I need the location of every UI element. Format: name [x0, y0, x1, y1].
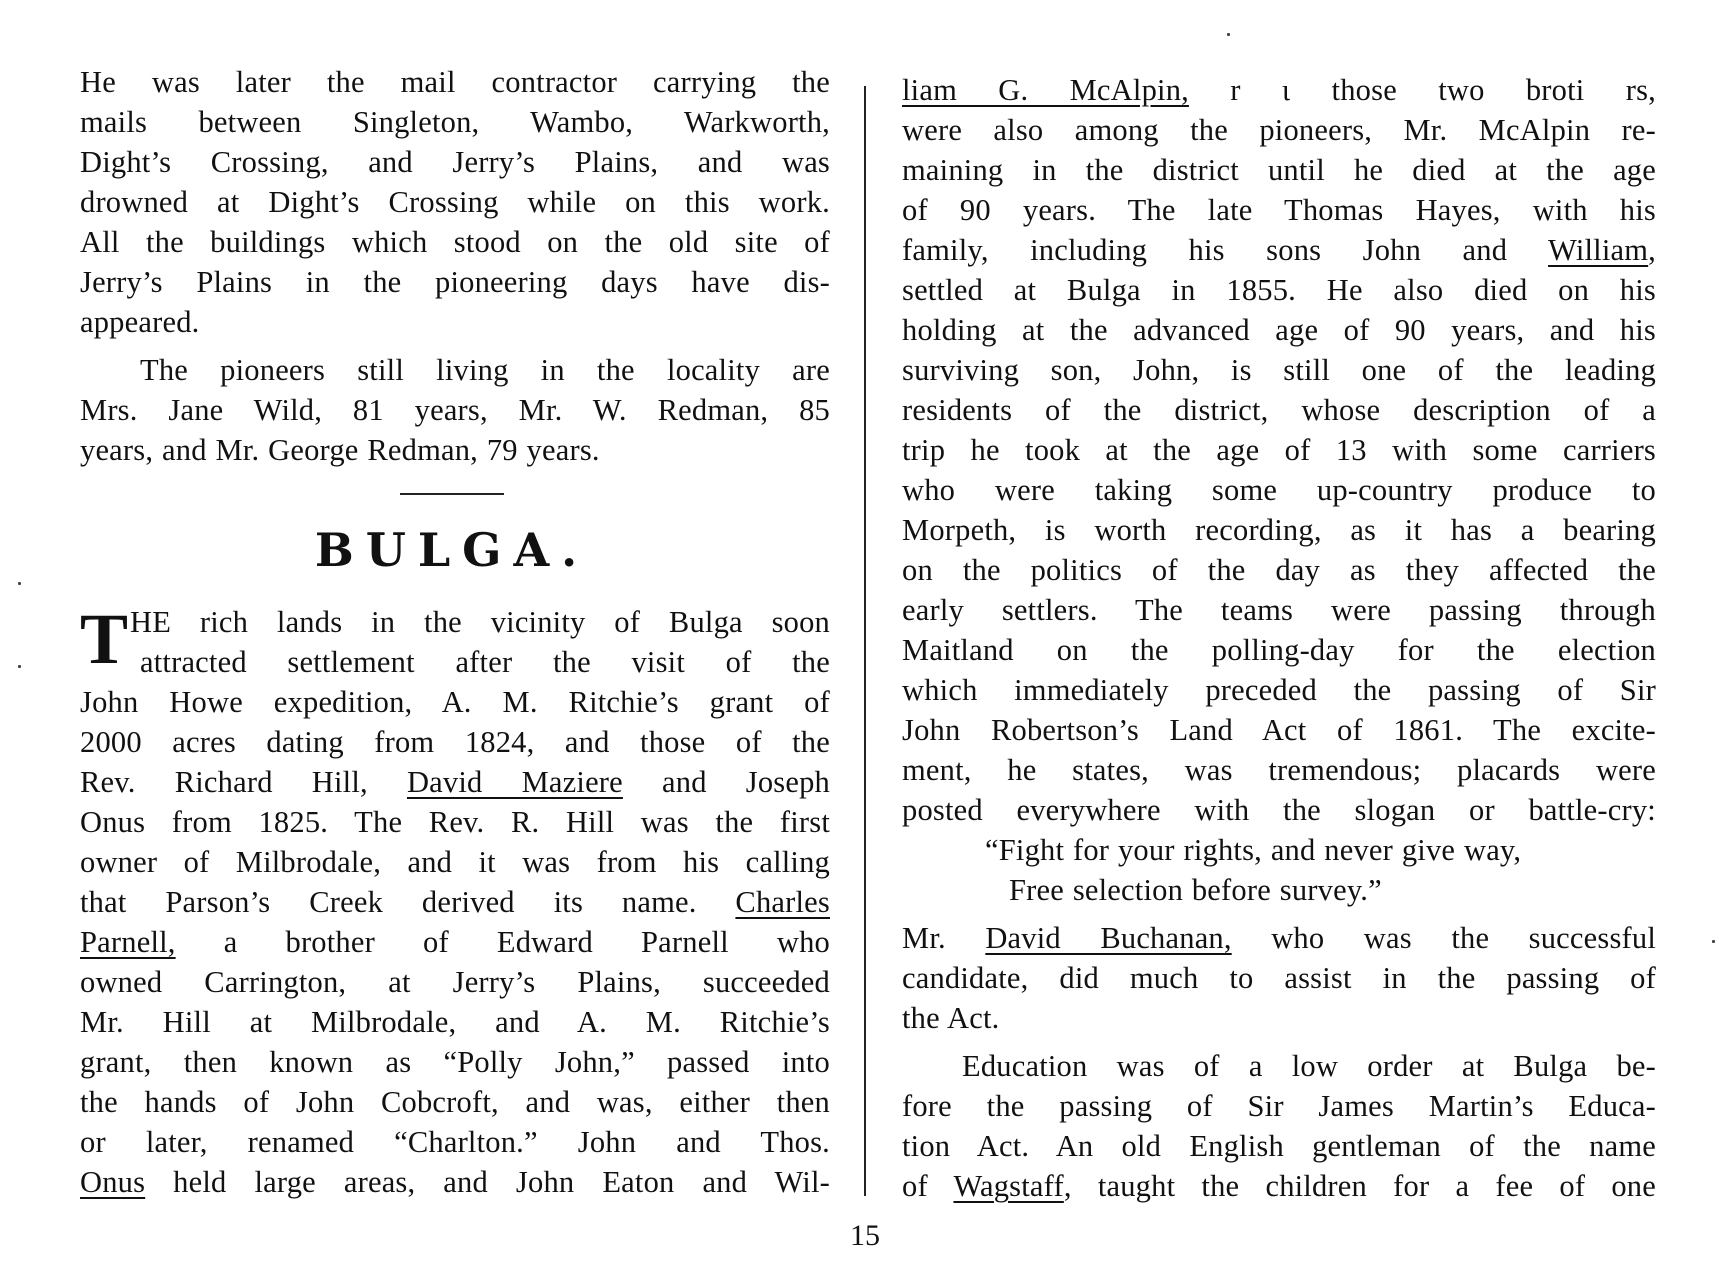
text-segment: and Joseph: [622, 765, 830, 799]
text-line: candidate, did much to assist in the passing of: [902, 961, 1656, 995]
text-line: the Act.: [902, 1001, 1000, 1035]
text-line: settled at Bulga in 1855. He also died on his: [902, 273, 1656, 307]
text-line: Education was of a low order at Bulga be-: [962, 1049, 1656, 1083]
text-segment: of: [902, 1169, 954, 1203]
text-line: John Howe expedition, A. M. Ritchie’s grant of: [80, 685, 830, 719]
text-segment: held large areas, and John Eaton and Wil-: [145, 1165, 830, 1199]
text-line: surviving son, John, is still one of the leading: [902, 353, 1656, 387]
text-line: Mr. Hill at Milbrodale, and A. M. Ritchie’s: [80, 1005, 830, 1039]
text-line: All the buildings which stood on the old site of: [80, 225, 830, 259]
text-line: which immediately preceded the passing of Sir: [902, 673, 1656, 707]
text-segment: family, including his sons John and: [902, 233, 1549, 267]
text-line-underlined: [80, 882, 830, 922]
text-segment: a brother of Edward Parnell who: [175, 925, 830, 959]
paragraph-gap: [902, 1038, 1656, 1046]
text-line: tion Act. An old English gentleman of the name: [902, 1129, 1656, 1163]
text-line: were also among the pioneers, Mr. McAlpin re-: [902, 113, 1656, 147]
text-line: residents of the district, whose description of a: [902, 393, 1656, 427]
text-line-underlined: [80, 922, 830, 962]
quote-line: “Fight for your rights, and never give way,: [985, 833, 1522, 867]
paragraph-pioneers-living: [80, 350, 830, 470]
text-line: Jerry’s Plains in the pioneering days have dis-: [80, 265, 830, 299]
left-column: [80, 62, 830, 470]
text-segment: ,: [1648, 233, 1656, 267]
underlined-name: David Maziere: [406, 765, 623, 799]
text-line: who were taking some up-country produce to: [902, 473, 1656, 507]
text-line: years, and Mr. George Redman, 79 years.: [80, 433, 600, 467]
text-line: He was later the mail contractor carrying the: [80, 65, 830, 99]
scan-speck: [1227, 33, 1230, 36]
text-line: attracted settlement after the visit of the: [140, 645, 830, 679]
underlined-name: Wagstaff: [953, 1169, 1064, 1203]
text-line: ment, he states, was tremendous; placards were: [902, 753, 1656, 787]
text-line: drowned at Dight’s Crossing while on this work.: [80, 185, 830, 219]
drop-cap: T: [80, 599, 129, 679]
text-line: trip he took at the age of 13 with some carriers: [902, 433, 1656, 467]
paragraph-gap: [902, 910, 1656, 918]
text-line: on the politics of the day as they affected the: [902, 553, 1656, 587]
text-line: Maitland on the polling-day for the election: [902, 633, 1656, 667]
text-line: Mrs. Jane Wild, 81 years, Mr. W. Redman, 85: [80, 393, 830, 427]
text-line: owned Carrington, at Jerry’s Plains, succeeded: [80, 965, 830, 999]
text-line-underlined: [80, 1162, 830, 1202]
text-line: maining in the district until he died at the age: [902, 153, 1656, 187]
text-line: fore the passing of Sir James Martin’s Educa-: [902, 1089, 1656, 1123]
paragraph-mail-contractor: [80, 62, 830, 342]
paragraph-buchanan: [902, 918, 1656, 1038]
text-line: posted everywhere with the slogan or battle-cry:: [902, 793, 1656, 827]
paragraph-education: [902, 1046, 1656, 1206]
scan-speck: [1712, 940, 1715, 943]
text-line: early settlers. The teams were passing through: [902, 593, 1656, 627]
column-divider: [864, 86, 866, 1196]
section-divider-rule: [400, 493, 504, 495]
text-line: of 90 years. The late Thomas Hayes, with his: [902, 193, 1656, 227]
underlined-name: Onus: [80, 1165, 146, 1199]
text-line: HE rich lands in the vicinity of Bulga soon: [130, 605, 830, 639]
text-segment: , taught the children for a fee of one: [1063, 1169, 1656, 1203]
text-line: the hands of John Cobcroft, and was, either then: [80, 1085, 830, 1119]
text-segment: Rev. Richard Hill,: [80, 765, 407, 799]
paragraph-pioneers-hayes: [902, 70, 1656, 830]
text-line: John Robertson’s Land Act of 1861. The excite-: [902, 713, 1656, 747]
underlined-name: liam G. McAlpin,: [902, 73, 1189, 107]
underlined-name: David Buchanan,: [985, 921, 1232, 955]
text-segment: who was the successful: [1231, 921, 1657, 955]
text-segment: that Parson’s Creek derived its name.: [80, 885, 736, 919]
slogan-quote: [902, 830, 1656, 910]
underlined-name: Parnell,: [80, 925, 176, 959]
text-line: owner of Milbrodale, and it was from his calling: [80, 845, 830, 879]
text-line-underlined: [902, 918, 1656, 958]
text-line: Onus from 1825. The Rev. R. Hill was the first: [80, 805, 830, 839]
text-segment: r ι those two broti rs,: [1188, 73, 1656, 107]
text-line: or later, renamed “Charlton.” John and Thos.: [80, 1125, 830, 1159]
underlined-name: Charles: [735, 885, 830, 919]
underlined-name: William: [1548, 233, 1649, 267]
text-line-underlined: [80, 762, 830, 802]
text-line: Morpeth, is worth recording, as it has a bearing: [902, 513, 1656, 547]
text-line-underlined: [902, 70, 1656, 110]
scan-speck: [18, 665, 21, 668]
paragraph-gap: [80, 342, 830, 350]
text-line: appeared.: [80, 305, 200, 339]
page-number: 15: [850, 1219, 880, 1252]
text-line: mails between Singleton, Wambo, Warkworth,: [80, 105, 830, 139]
text-line: The pioneers still living in the locality are: [140, 353, 830, 387]
text-line: holding at the advanced age of 90 years, and his: [902, 313, 1656, 347]
text-line-underlined: [902, 230, 1656, 270]
section-heading-bulga: BULGA.: [314, 523, 590, 577]
text-line: grant, then known as “Polly John,” passed into: [80, 1045, 830, 1079]
text-line: 2000 acres dating from 1824, and those of the: [80, 725, 830, 759]
right-column: [902, 70, 1656, 1206]
quote-line: Free selection before survey.”: [1009, 873, 1382, 907]
scan-speck: [18, 582, 21, 585]
text-segment: Mr.: [902, 921, 986, 955]
bulga-paragraph: [80, 599, 830, 1202]
text-line-underlined: [902, 1166, 1656, 1206]
text-line: Dight’s Crossing, and Jerry’s Plains, and was: [80, 145, 830, 179]
